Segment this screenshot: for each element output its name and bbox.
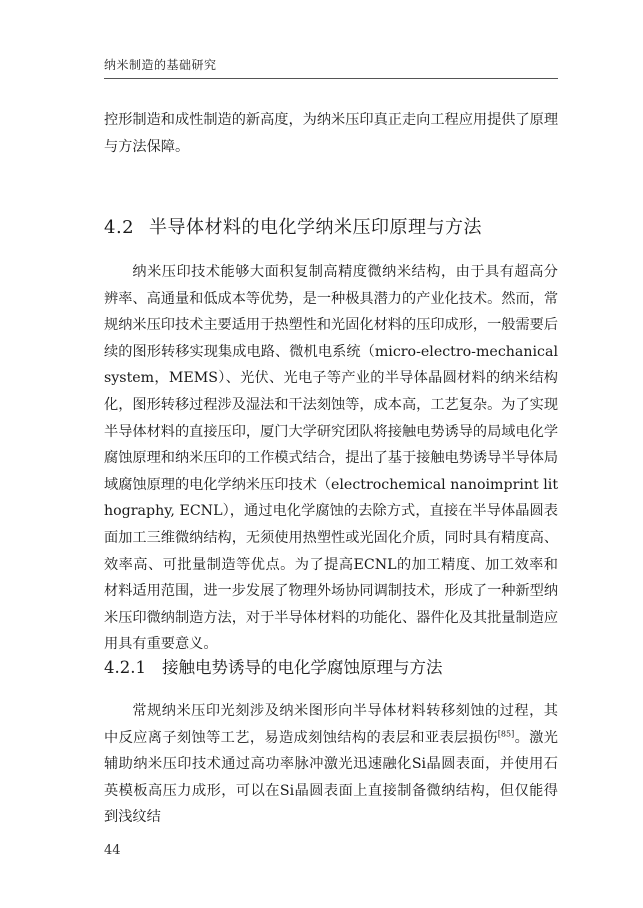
section-title: 半导体材料的电化学纳米压印原理与方法 [149, 217, 482, 238]
citation-reference[interactable]: [85] [497, 728, 515, 738]
subsection-number: 4.2.1 [104, 658, 146, 677]
subsection-paragraph [104, 698, 558, 831]
section-heading [104, 213, 482, 239]
header-rule [104, 78, 558, 79]
running-header: 纳米制造的基础研究 [104, 58, 217, 72]
intro-paragraph: 控形制造和成性制造的新高度，为纳米压印真正走向工程应用提供了原理与方法保障。 [104, 112, 559, 155]
section-paragraph: 纳米压印技术能够大面积复制高精度微纳米结构，由于具有超高分辨率、高通量和低成本等优势，是一种极具潜力的产业化技术。然而，常规纳米压印技术主要适用于热塑性和光固化材料的压印成形，一般需要后续的图形转移实现集成电路、微机电系统（micro-electro-mechanical system，MEMS）、光伏、光电子等产业的半导体晶圆材料的纳米结构化，图形转移过程涉及湿法和干法刻蚀等，成本高，工艺复杂。为了实现半导体材料的直接压印，厦门大学研究团队将接触电势诱导的局域电化学腐蚀原理和纳米压印的工作模式结合，提出了基于接触电势诱导半导体局域腐蚀原理的电化学纳米压印技术（electrochemical nanoimprint lithography, ECNL），通过电化学腐蚀的去除方式，直接在半导体晶圆表面加工三维微纳结构，无须使用热塑性或光固化介质，同时具有精度高、效率高、可批量制造等优点。为了提高ECNL的加工精度、加工效率和材料适用范围，进一步发展了物理外场协同调制技术，形成了一种新型纳米压印微纳制造方法，对于半导体材料的功能化、器件化及其批量制造应用具有重要意义。 [104, 264, 559, 653]
paragraph-text-after-citation: 。激光辅助纳米压印技术通过高功率脉冲激光迅速融化Si晶圆表面，并使用石英模板高压力成形，可以在Si晶圆表面上直接制备微纳结构，但仅能得到浅纹结 [104, 729, 558, 826]
paragraph-text-before-citation: 常规纳米压印光刻涉及纳米图形向半导体材料转移刻蚀的过程，其中反应离子刻蚀等工艺，易造成刻蚀结构的表层和亚表层损伤 [104, 703, 558, 746]
section-number: 4.2 [104, 217, 135, 238]
subsection-title: 接触电势诱导的电化学腐蚀原理与方法 [162, 658, 443, 677]
subsection-heading [104, 654, 443, 678]
page-number: 44 [104, 843, 121, 858]
